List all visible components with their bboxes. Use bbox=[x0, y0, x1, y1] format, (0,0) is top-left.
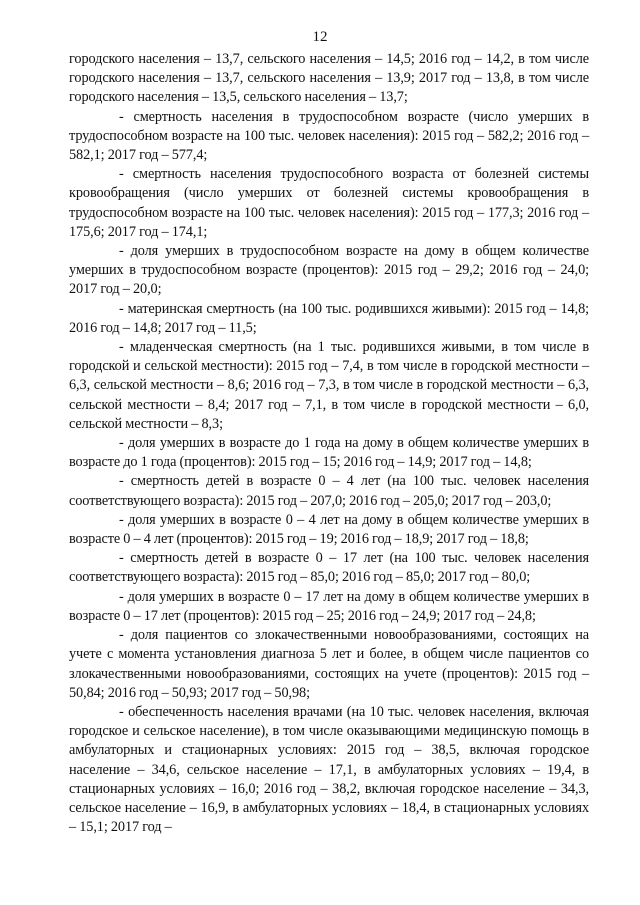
paragraph: - смертность детей в возрасте 0 – 17 лет (на 100 тыс. человек населения соответствующего возраста): 2015 год – 85,0; 2016 год – 85,0; 2017 год – 80,0; bbox=[69, 550, 589, 586]
paragraph: - доля пациентов со злокачественными новообразованиями, состоящих на учете с момента установления диагноза 5 лет и более, в общем числе пациентов со злокачественными новообразованиями, состоящих на учете (процентов): 2015 год – 50,84; 2016 год – 50,93; 2017 год – 50,98; bbox=[69, 627, 589, 701]
paragraph: - доля умерших в возрасте 0 – 17 лет на дому в общем количестве умерших в возрасте 0 – 17 лет (процентов): 2015 год – 25; 2016 год – 24,9; 2017 год – 24,8; bbox=[69, 588, 589, 624]
paragraph: - доля умерших в возрасте до 1 года на дому в общем количестве умерших в возрасте до 1 года (процентов): 2015 год – 15; 2016 год – 14,9; 2017 год – 14,8; bbox=[69, 435, 589, 471]
paragraph: - материнская смертность (на 100 тыс. родившихся живыми): 2015 год – 14,8; 2016 год – 14,8; 2017 год – 11,5; bbox=[69, 300, 589, 336]
paragraph: - смертность детей в возрасте 0 – 4 лет (на 100 тыс. человек населения соответствующего возраста): 2015 год – 207,0; 2016 год – 205,0; 2017 год – 203,0; bbox=[69, 473, 589, 509]
paragraph: - обеспеченность населения врачами (на 10 тыс. человек населения, включая городское и сельское население), в том числе оказывающими медицинскую помощь в амбулаторных и стационарных условиях: 2015 год – 38,5, включая городское население – 34,6, сельское население – 17,1, в амбулаторных условиях – 19,4, в стационарных условиях – 16,0; 2016 год – 38,2, включая городское население – 34,3, сельское население – 16,9, в амбулаторных условиях – 18,4, в стационарных условиях – 15,1; 2017 год – bbox=[69, 703, 589, 836]
paragraph: - доля умерших в возрасте 0 – 4 лет на дому в общем количестве умерших в возрасте 0 – 4 лет (процентов): 2015 год – 19; 2016 год – 18,9; 2017 год – 18,8; bbox=[69, 511, 589, 548]
paragraph: - смертность населения трудоспособного возраста от болезней системы кровообращения (число умерших от болезней системы кровообращения в трудоспособном возрасте на 100 тыс. человек населения): 2015 год – 177,3; 2016 год – 175,6; 2017 год – 174,1; bbox=[69, 166, 589, 240]
paragraph: городского населения – 13,7, сельского населения – 14,5; 2016 год – 14,2, в том числе городского населения – 13,7, сельского населения – 13,9; 2017 год – 13,8, в том числе городского населения – 13,5, сельского населения – 13,7; bbox=[69, 51, 589, 106]
paragraph: - доля умерших в трудоспособном возрасте на дому в общем количестве умерших в трудоспособном возрасте (процентов): 2015 год – 29,2; 2016 год – 24,0; 2017 год – 20,0; bbox=[69, 243, 589, 298]
page-number: 12 bbox=[312, 29, 328, 45]
paragraph: - младенческая смертность (на 1 тыс. родившихся живыми, в том числе в городской и сельской местности): 2015 год – 7,4, в том числе в городской местности – 6,3, сельской местности – 8,6; 2016 год – 7,3, в том числе в городской местности – 6,3, сельской местности – 8,4; 2017 год – 7,1, в том числе в городской местности – 6,0, сельской местности – 8,3; bbox=[69, 339, 589, 432]
paragraph: - смертность населения в трудоспособном возрасте (число умерших в трудоспособном возрасте на 100 тыс. человек населения): 2015 год – 582,2; 2016 год – 582,1; 2017 год – 577,4; bbox=[69, 108, 589, 164]
document-body bbox=[69, 50, 589, 837]
